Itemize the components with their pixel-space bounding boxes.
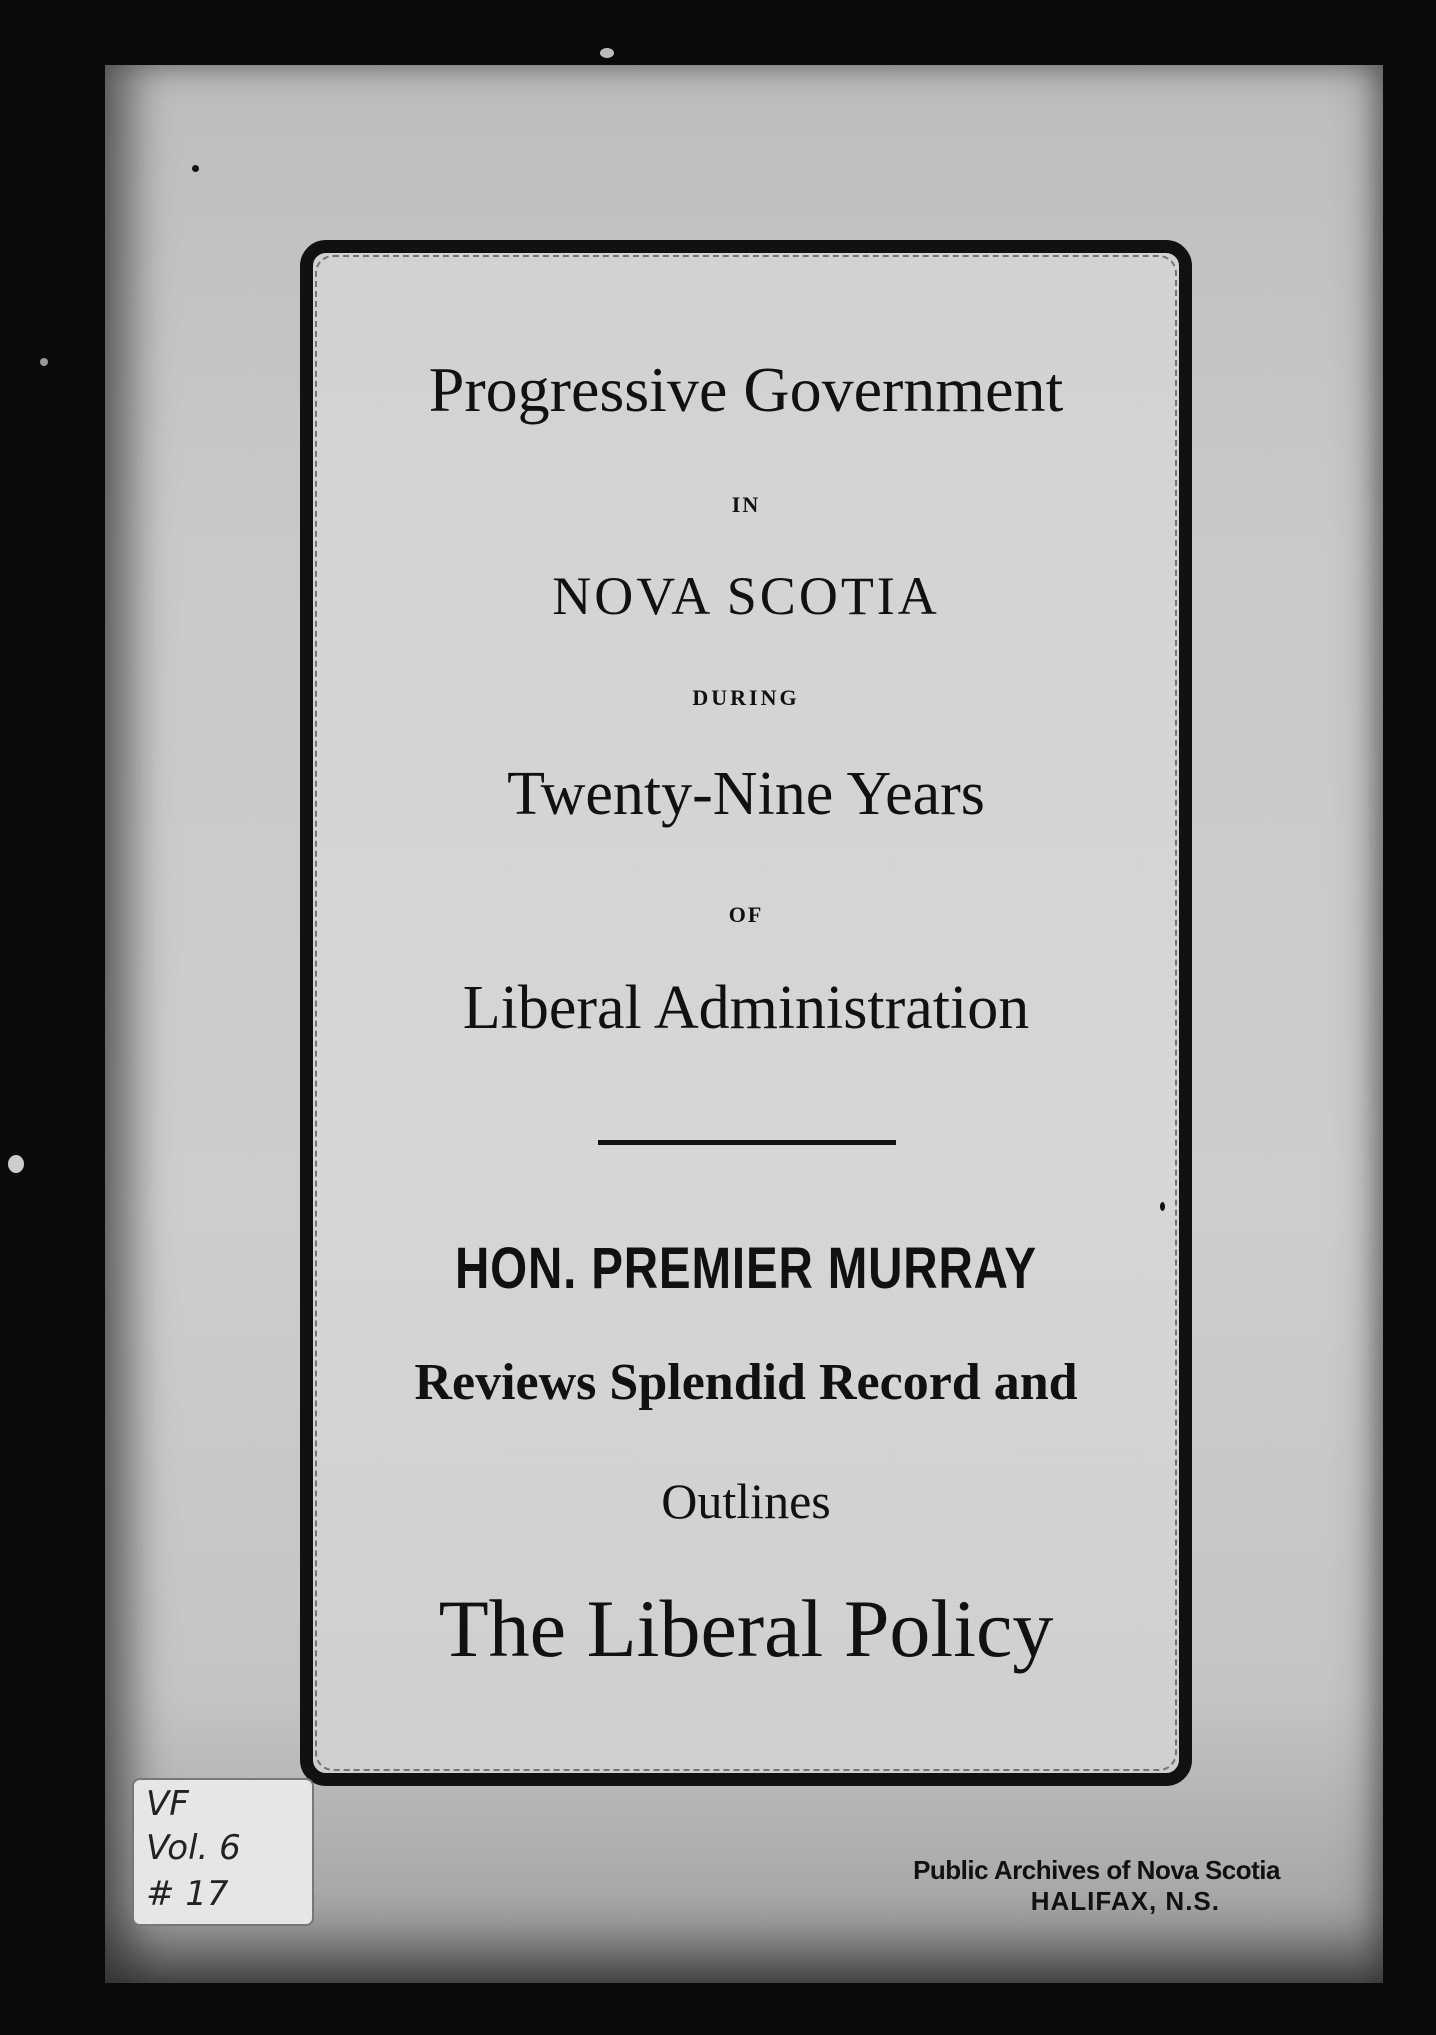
subtitle-outlines: Outlines bbox=[661, 1473, 831, 1529]
title-liberal-policy: The Liberal Policy bbox=[438, 1583, 1054, 1674]
scan-speck bbox=[8, 1155, 24, 1173]
label-line-volume: Vol. 6 bbox=[146, 1828, 241, 1868]
stamp-line-halifax: HALIFAX, N.S. bbox=[1030, 1886, 1220, 1916]
archive-handwritten-label bbox=[132, 1778, 314, 1926]
label-line-number: # 17 bbox=[146, 1874, 229, 1914]
province-name: NOVA SCOTIA bbox=[552, 566, 940, 626]
word-during: DURING bbox=[692, 685, 800, 710]
title-progressive-government: Progressive Government bbox=[428, 354, 1064, 425]
divider-rule bbox=[598, 1140, 896, 1145]
scan-speck bbox=[192, 165, 199, 172]
title-twenty-nine-years: Twenty-Nine Years bbox=[507, 760, 985, 828]
scan-speck bbox=[1160, 1202, 1165, 1211]
title-liberal-administration: Liberal Administration bbox=[462, 974, 1030, 1042]
word-in: IN bbox=[731, 492, 761, 517]
subtitle-reviews: Reviews Splendid Record and bbox=[414, 1354, 1078, 1411]
stamp-line-archives: Public Archives of Nova Scotia bbox=[913, 1855, 1280, 1885]
speaker-heading: HON. PREMIER MURRAY bbox=[455, 1236, 1037, 1301]
scan-speck bbox=[600, 48, 614, 58]
scan-speck bbox=[40, 358, 48, 366]
archive-stamp bbox=[860, 1855, 1280, 1917]
word-of: OF bbox=[728, 902, 764, 927]
label-line-vf: VF bbox=[146, 1784, 189, 1824]
